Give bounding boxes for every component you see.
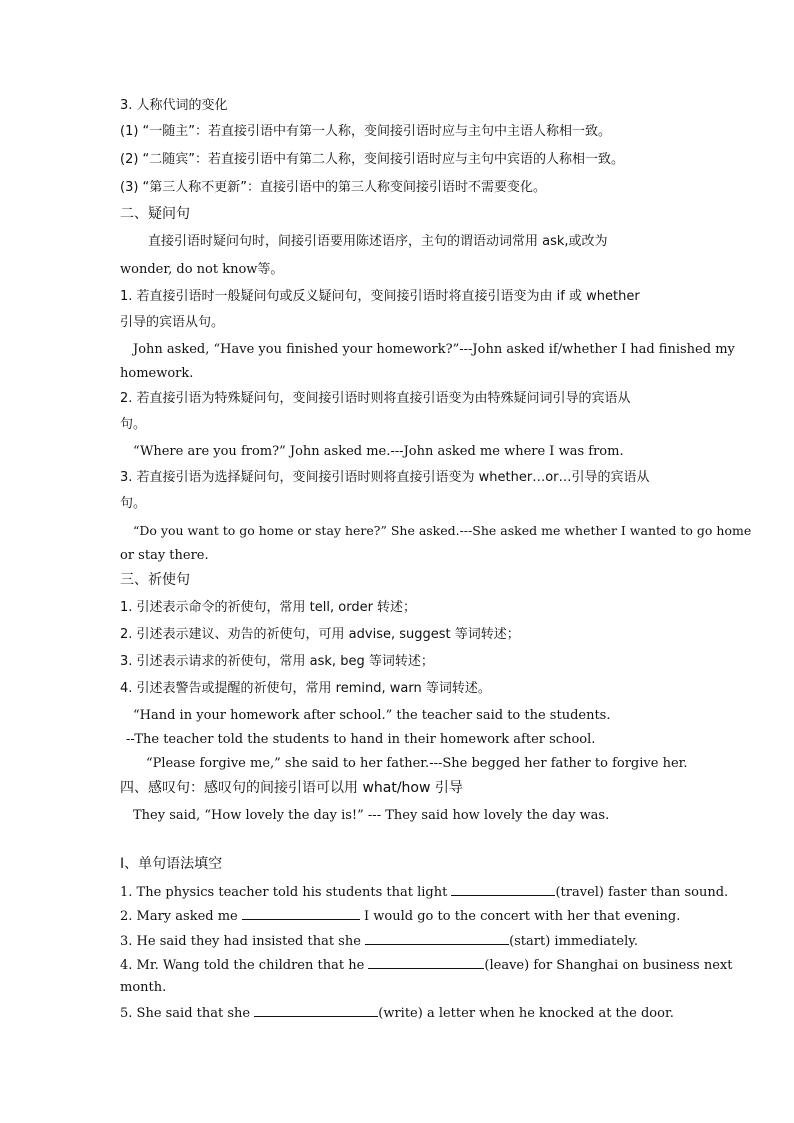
imperative-example-1: “Hand in your homework after school.” the teacher said to the students.: [133, 708, 611, 723]
exercise-question-4-line1: 4. Mr. Wang told the children that he (leave) for Shanghai on business next: [120, 958, 733, 973]
rule-1: (1) “一随主”：若直接引语中有第一人称，变间接引语时应与主句中主语人称相一致。: [120, 124, 612, 139]
exercise-question-4-line2: month.: [120, 980, 167, 995]
exercise-question-2: 2. Mary asked me I would go to the concert with her that evening.: [120, 909, 681, 924]
section-heading-questions: 二、疑问句: [120, 206, 190, 222]
exercise-heading: I、单句语法填空: [120, 856, 223, 872]
imperative-item-1: 1. 引述表示命令的祈使句，常用 tell, order 转述；: [120, 600, 417, 615]
question-point-1-line2: 引导的宾语从句。: [120, 315, 225, 330]
imperative-example-2: --The teacher told the students to hand in their homework after school.: [126, 732, 596, 747]
question-point-3-line1: 3. 若直接引语为选择疑问句，变间接引语时则将直接引语变为 whether…or…引导的宾语从: [120, 470, 650, 485]
section-heading-exclamation: 四、感叹句：感叹句的间接引语可以用 what/how 引导: [120, 780, 463, 796]
question-point-1-line1: 1. 若直接引语时一般疑问句或反义疑问句，变间接引语时将直接引语变为由 if 或 whether: [120, 289, 640, 304]
imperative-item-3: 3. 引述表示请求的祈使句，常用 ask, beg 等词转述；: [120, 654, 434, 669]
answer-blank-5[interactable]: [254, 1004, 378, 1017]
answer-blank-4[interactable]: [368, 956, 484, 969]
rule-3: (3) “第三人称不更新”：直接引语中的第三人称变间接引语时不需要变化。: [120, 180, 547, 195]
imperative-example-3: “Please forgive me,” she said to her father.---She begged her father to forgive her.: [146, 756, 688, 771]
exercise-question-3: 3. He said they had insisted that she (start) immediately.: [120, 934, 638, 949]
question-example-3-line1: “Do you want to go home or stay here?” She asked.---She asked me whether I wanted to go home: [133, 523, 752, 538]
question-point-3-line2: 句。: [120, 496, 147, 511]
rule-2: (2) “二随宾”：若直接引语中有第二人称，变间接引语时应与主句中宾语的人称相一致。: [120, 152, 625, 167]
questions-intro-line2: wonder, do not know等。: [120, 262, 284, 277]
questions-intro-line1: 直接引语时疑问句时，间接引语要用陈述语序，主句的谓语动词常用 ask,或改为: [148, 234, 608, 249]
section-heading-imperative: 三、祈使句: [120, 572, 190, 588]
exercise-question-1: 1. The physics teacher told his students that light (travel) faster than sound.: [120, 885, 729, 900]
question-example-1-line1: John asked, “Have you finished your homework?”---John asked if/whether I had finished my: [133, 342, 735, 357]
answer-blank-2[interactable]: [242, 907, 360, 920]
exclamation-example: They said, “How lovely the day is!” --- They said how lovely the day was.: [133, 808, 610, 823]
question-example-2: “Where are you from?” John asked me.---John asked me where I was from.: [133, 444, 624, 459]
question-point-2-line1: 2. 若直接引语为特殊疑问句，变间接引语时则将直接引语变为由特殊疑问词引导的宾语从: [120, 391, 631, 406]
question-point-2-line2: 句。: [120, 417, 147, 432]
question-example-1-line2: homework.: [120, 366, 194, 381]
answer-blank-3[interactable]: [365, 932, 509, 945]
imperative-item-2: 2. 引述表示建议、劝告的祈使句，可用 advise, suggest 等词转述；: [120, 627, 520, 642]
imperative-item-4: 4. 引述表警告或提醒的祈使句，常用 remind, warn 等词转述。: [120, 681, 491, 696]
section-title-pronoun: 3. 人称代词的变化: [120, 98, 228, 113]
exercise-question-5: 5. She said that she (write) a letter when he knocked at the door.: [120, 1006, 674, 1021]
question-example-3-line2: or stay there.: [120, 548, 209, 563]
answer-blank-1[interactable]: [451, 883, 555, 896]
